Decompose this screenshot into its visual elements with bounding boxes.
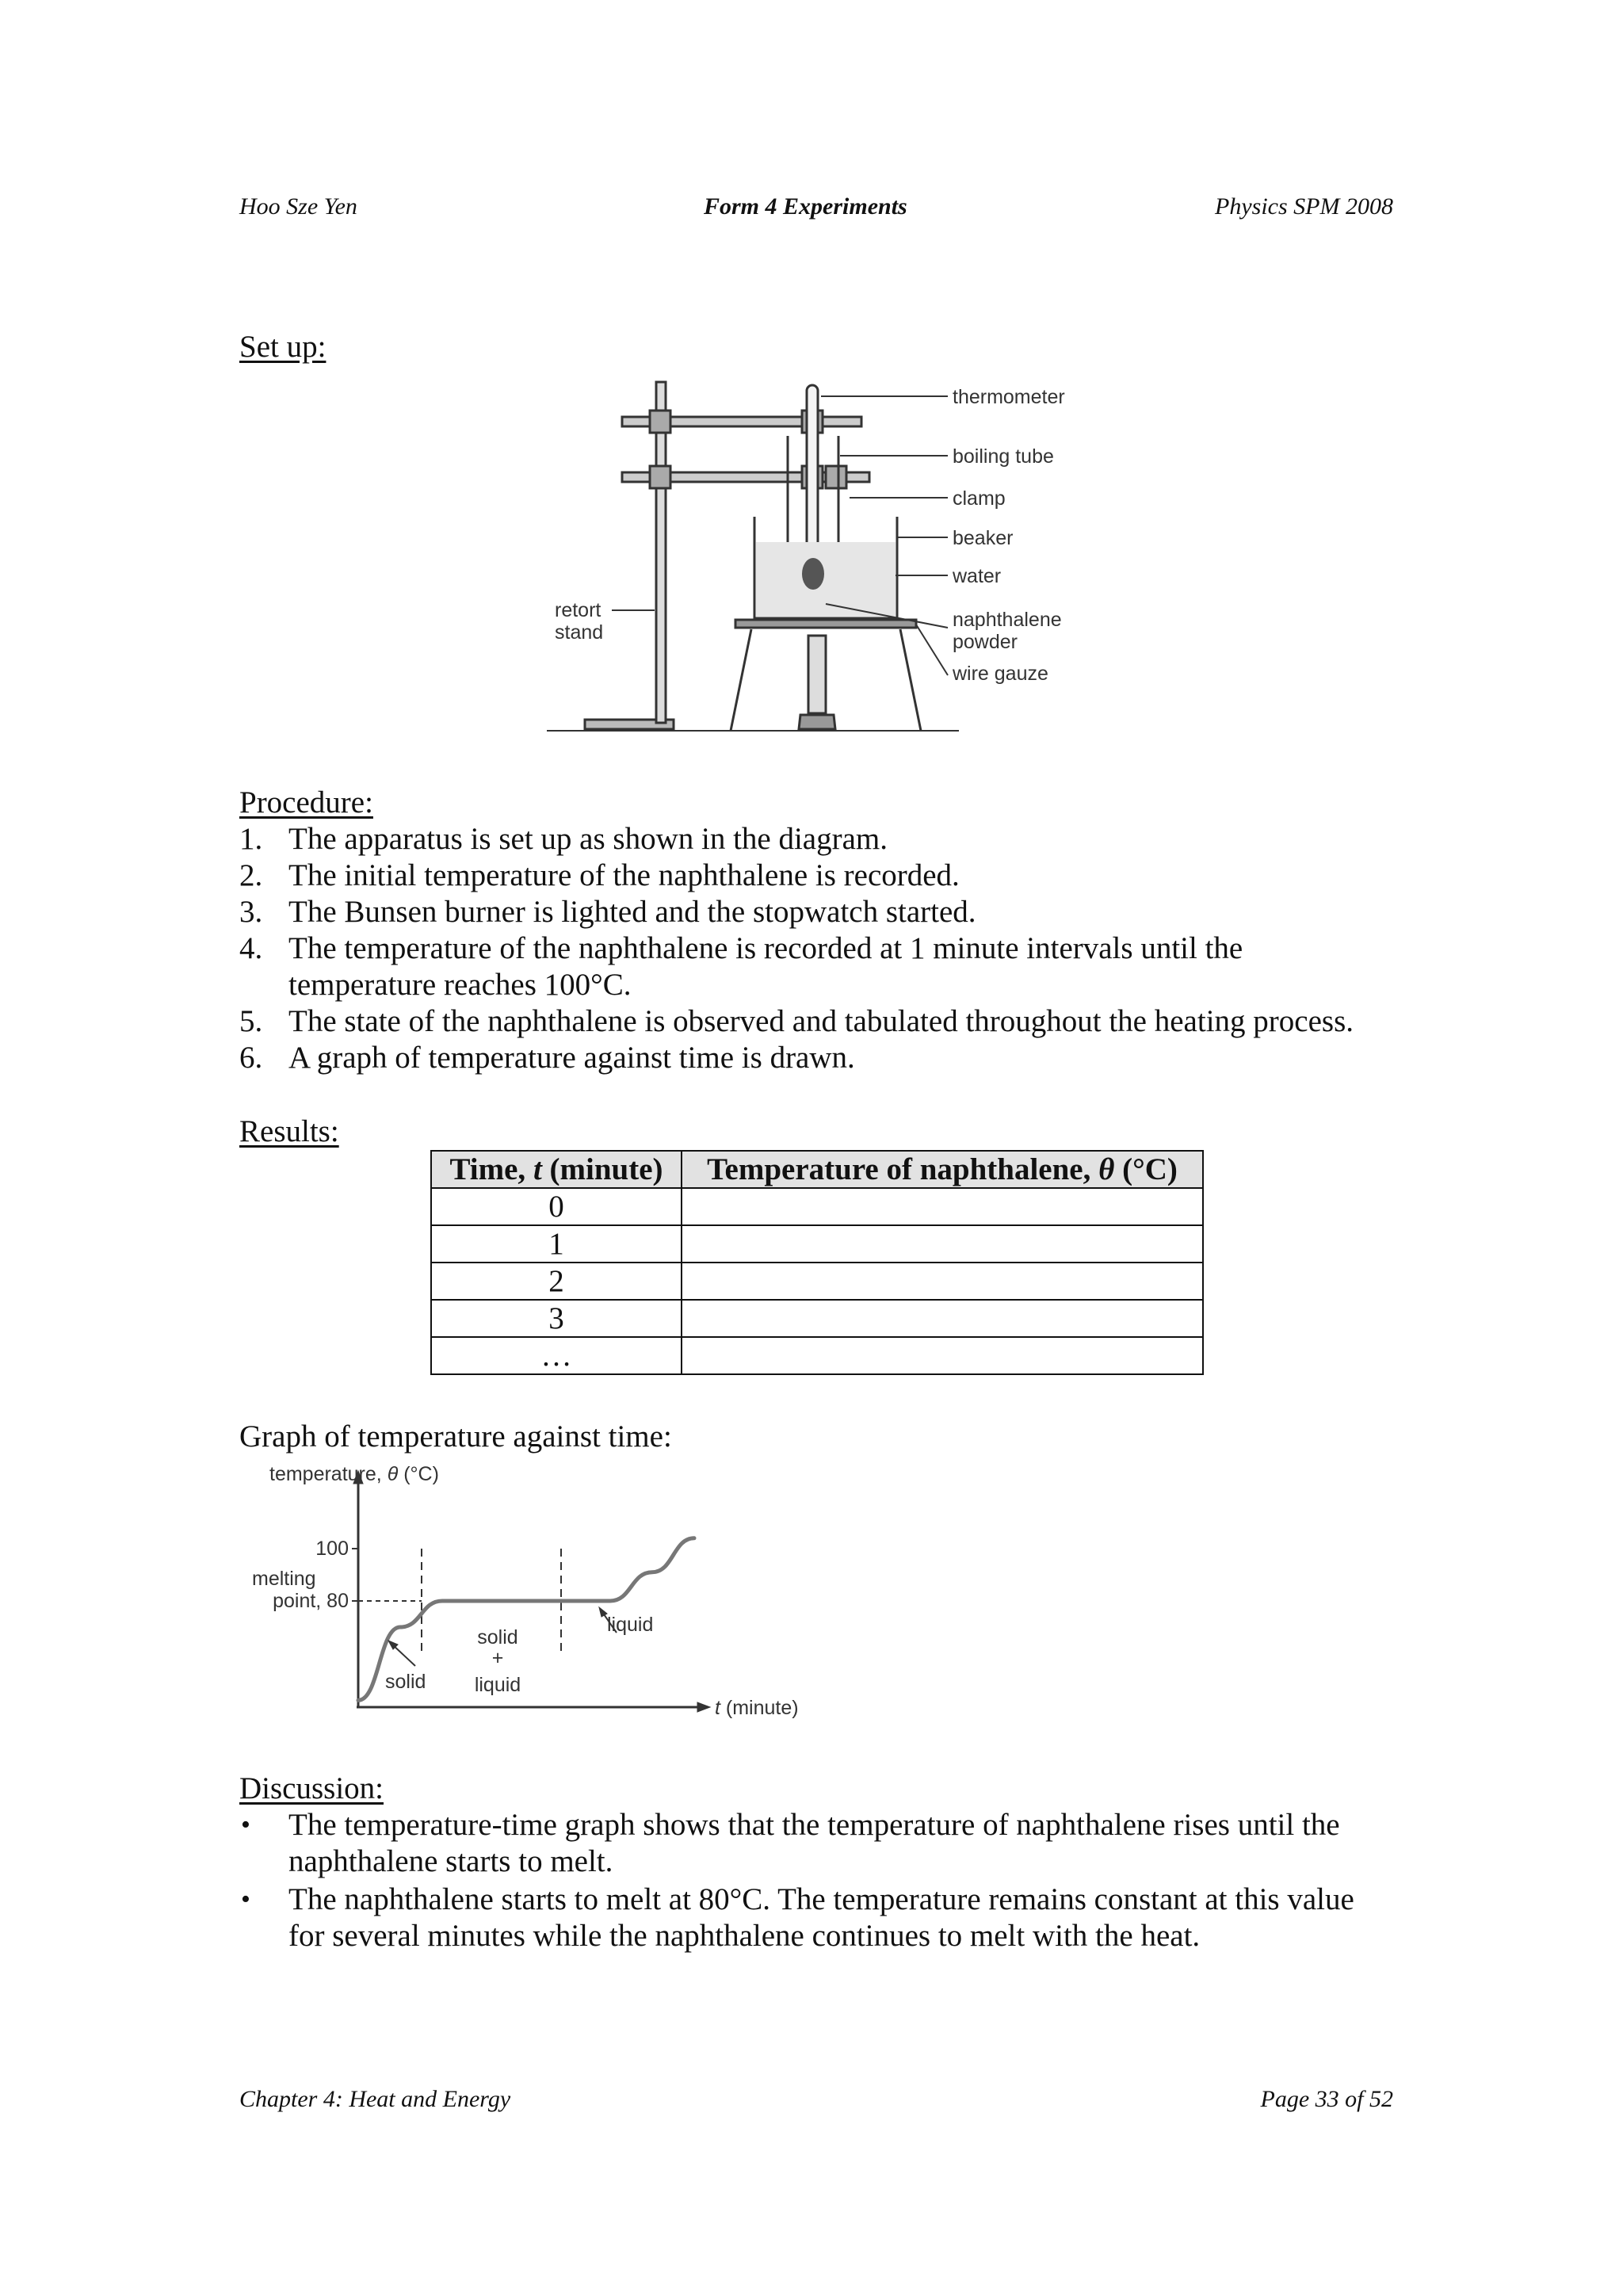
- procedure-step: 6. A graph of temperature against time is drawn.: [239, 1041, 855, 1075]
- discussion-list: [239, 1807, 1412, 1954]
- footer-page: Page 33 of 52: [1260, 2086, 1393, 2112]
- table-row: 0: [431, 1188, 1203, 1225]
- naphthalene-powder: [802, 558, 824, 590]
- label-clamp: clamp: [953, 487, 1006, 510]
- label-naphthalene: naphthalene: [953, 609, 1062, 631]
- tripod-leg-left: [731, 629, 751, 731]
- y-axis-label: temperature, θ (°C): [269, 1463, 439, 1485]
- table-row: …: [431, 1337, 1203, 1374]
- procedure-list: [239, 821, 1412, 1076]
- melting-point-label: point, 80: [273, 1590, 349, 1612]
- label-retort: retort: [555, 599, 601, 621]
- discussion-point: • The temperature-time graph shows that the temperature of naphthalene rises until the naphthalene starts to melt.: [241, 1808, 1340, 1878]
- header-subject: Physics SPM 2008: [1215, 193, 1393, 220]
- wire-gauze: [735, 620, 916, 628]
- procedure-step: 2. The initial temperature of the naphthalene is recorded.: [239, 858, 960, 892]
- apparatus-diagram: [547, 366, 1086, 747]
- discussion-point: • The naphthalene starts to melt at 80°C. The temperature remains constant at this value for several minutes while the naphthalene continues to melt with the heat.: [241, 1882, 1354, 1953]
- temperature-time-graph: [242, 1457, 813, 1742]
- water: [756, 542, 896, 617]
- procedure-step: 1. The apparatus is set up as shown in the diagram.: [239, 822, 888, 856]
- label-stand: stand: [555, 621, 604, 644]
- setup-heading: Set up:: [239, 330, 327, 364]
- procedure-step: 5. The state of the naphthalene is observed and tabulated throughout the heating process.: [239, 1004, 1354, 1038]
- region-label-liquid: liquid: [607, 1614, 654, 1636]
- melting-label: melting: [252, 1568, 316, 1590]
- discussion-heading: Discussion:: [239, 1771, 384, 1805]
- label-wire-gauze: wire gauze: [953, 663, 1048, 685]
- label-beaker: beaker: [953, 527, 1014, 549]
- region-label-solid-liquid-1: solid: [477, 1626, 518, 1648]
- bunsen-burner: [808, 636, 826, 713]
- label-naphthalene-powder: powder: [953, 631, 1018, 653]
- procedure-heading: Procedure:: [239, 785, 373, 819]
- region-label-solid-liquid-3: liquid: [474, 1674, 521, 1696]
- table-row: 1: [431, 1225, 1203, 1263]
- results-table: [430, 1150, 1204, 1375]
- column-header-temperature: Temperature of naphthalene, θ (°C): [682, 1151, 1203, 1188]
- label-boiling-tube: boiling tube: [953, 445, 1054, 468]
- x-axis-label: t (minute): [715, 1697, 799, 1719]
- results-heading: Results:: [239, 1114, 339, 1148]
- table-row: 2: [431, 1263, 1203, 1300]
- region-label-solid-liquid-2: +: [491, 1647, 504, 1669]
- tripod-leg-right: [900, 629, 921, 731]
- procedure-step: 4. The temperature of the naphthalene is recorded at 1 minute intervals until the temperature reaches 100°C.: [239, 931, 1243, 1002]
- column-header-time: Time, t (minute): [431, 1151, 682, 1188]
- graph-caption: Graph of temperature against time:: [239, 1419, 672, 1454]
- region-label-solid: solid: [385, 1671, 426, 1693]
- footer-chapter: Chapter 4: Heat and Energy: [239, 2086, 511, 2112]
- label-water: water: [953, 565, 1002, 587]
- table-row: 3: [431, 1300, 1203, 1337]
- header-title: Form 4 Experiments: [704, 193, 907, 220]
- procedure-step: 3. The Bunsen burner is lighted and the stopwatch started.: [239, 895, 976, 929]
- y-tick-100: 100: [315, 1538, 349, 1560]
- label-thermometer: thermometer: [953, 386, 1065, 408]
- header-author: Hoo Sze Yen: [239, 193, 357, 220]
